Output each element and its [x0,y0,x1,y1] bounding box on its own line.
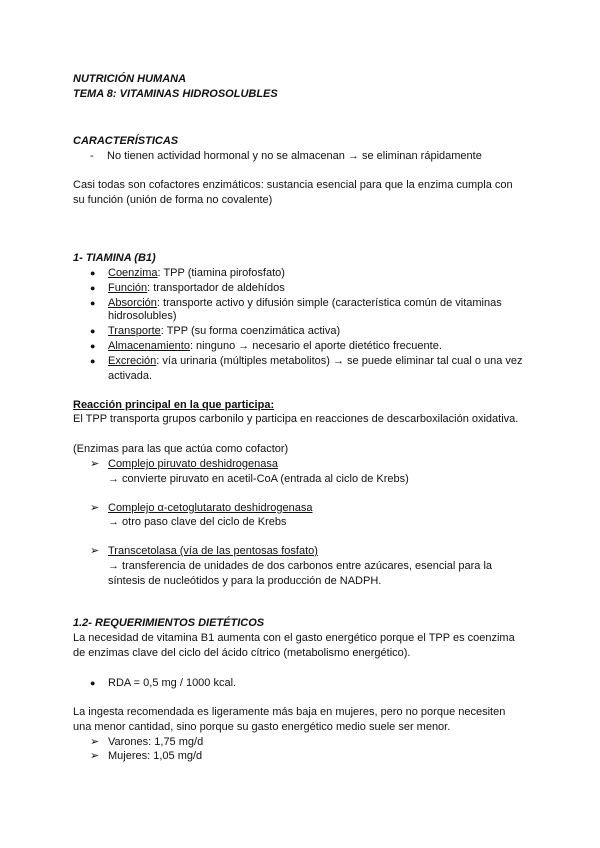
reaccion-text: El TPP transporta grupos carbonilo y participa en reacciones de descarboxilación oxidativa. [73,413,519,425]
rda-item: RDA = 0,5 mg / 1000 kcal. [108,677,237,689]
list-item [108,296,502,310]
doc-title: NUTRICIÓN HUMANA [73,73,187,85]
bullet-icon: ● [90,326,96,336]
section-heading-caracteristicas: CARACTERÍSTICAS [73,135,179,147]
arrow-bullet-icon: ➢ [90,545,100,557]
list-item-text: : vía urinaria (múltiples metabolitos) → se puede eliminar tal cual o una vez [156,355,523,367]
arrow-bullet-icon: ➢ [90,502,100,514]
list-item [108,324,340,338]
enzima-name: Complejo α-cetoglutarato deshidrogenasa [108,502,313,514]
section-heading-requerimientos: 1.2- REQUERIMIENTOS DIETÉTICOS [73,617,265,629]
list-item-continuation: hidrosolubles) [108,310,177,322]
caracteristicas-paragraph-line2: su función (unión de forma no covalente) [73,194,273,206]
enzima-desc: → convierte piruvato en acetil-CoA (entrada al ciclo de Krebs) [108,473,409,485]
list-item-text: : TPP (tiamina pirofosfato) [157,267,285,279]
enzima-name: Complejo piruvato deshidrogenasa [108,458,278,470]
list-item-text: : TPP (su forma coenzimática activa) [160,325,341,337]
list-item-text: : transporte activo y difusión simple (característica común de vitaminas [156,297,502,309]
arrow-bullet-icon: ➢ [90,736,100,748]
requerimientos-paragraph-line2: de enzimas clave del ciclo del ácido cítrico (metabolismo energético). [73,647,411,659]
requerimientos-paragraph2-line1: La ingesta recomendada es ligeramente más baja en mujeres, pero no porque necesiten [73,706,506,718]
dash-marker: - [90,150,94,162]
list-item-label: Transporte [108,325,161,337]
bullet-icon: ● [90,341,96,351]
list-item-text: : ninguno → necesario el aporte dietético frecuente. [189,340,442,352]
caracteristicas-paragraph-line1: Casi todas son cofactores enzimáticos: sustancia esencial para que la enzima cumpla con [73,179,513,191]
list-item-label: Coenzima [108,267,158,279]
list-item-text: : transportador de aldehídos [147,282,285,294]
enzima-name: Transcetolasa (vía de las pentosas fosfato) [108,545,318,557]
list-item-label: Almacenamiento [108,340,190,352]
enzimas-intro: (Enzimas para las que actúa como cofactor) [73,443,289,455]
enzima-desc: → transferencia de unidades de dos carbonos entre azúcares, esencial para la [108,560,493,572]
caracteristicas-dash-item: No tienen actividad hormonal y no se almacenan → se eliminan rápidamente [107,150,482,162]
bullet-icon: ● [90,356,96,366]
list-item-label: Función [108,282,148,294]
list-item [108,281,285,295]
requerimientos-paragraph2-line2: una menor cantidad, sino porque su gasto energético medio suele ser menor. [73,721,451,733]
varones-item: Varones: 1,75 mg/d [108,736,204,748]
list-item-label: Absorción [108,297,157,309]
enzima-desc-continuation: síntesis de nucleótidos y para la producción de NADPH. [108,575,382,587]
doc-subtitle: TEMA 8: VITAMINAS HIDROSOLUBLES [73,88,278,100]
bullet-icon: ● [90,268,96,278]
list-item [108,354,523,368]
bullet-icon: ● [90,678,96,688]
bullet-icon: ● [90,283,96,293]
list-item-label: Excreción [108,355,157,367]
bullet-icon: ● [90,298,96,308]
list-item-continuation: activada. [108,370,153,382]
arrow-bullet-icon: ➢ [90,750,100,762]
requerimientos-paragraph-line1: La necesidad de vitamina B1 aumenta con el gasto energético porque el TPP es coenzima [73,632,515,644]
reaccion-heading: Reacción principal en la que participa: [73,399,275,411]
list-item [108,339,442,353]
list-item [108,266,285,280]
section-heading-tiamina: 1- TIAMINA (B1) [73,252,156,264]
mujeres-item: Mujeres: 1,05 mg/d [108,750,203,762]
arrow-bullet-icon: ➢ [90,458,100,470]
enzima-desc: → otro paso clave del ciclo de Krebs [108,516,287,528]
